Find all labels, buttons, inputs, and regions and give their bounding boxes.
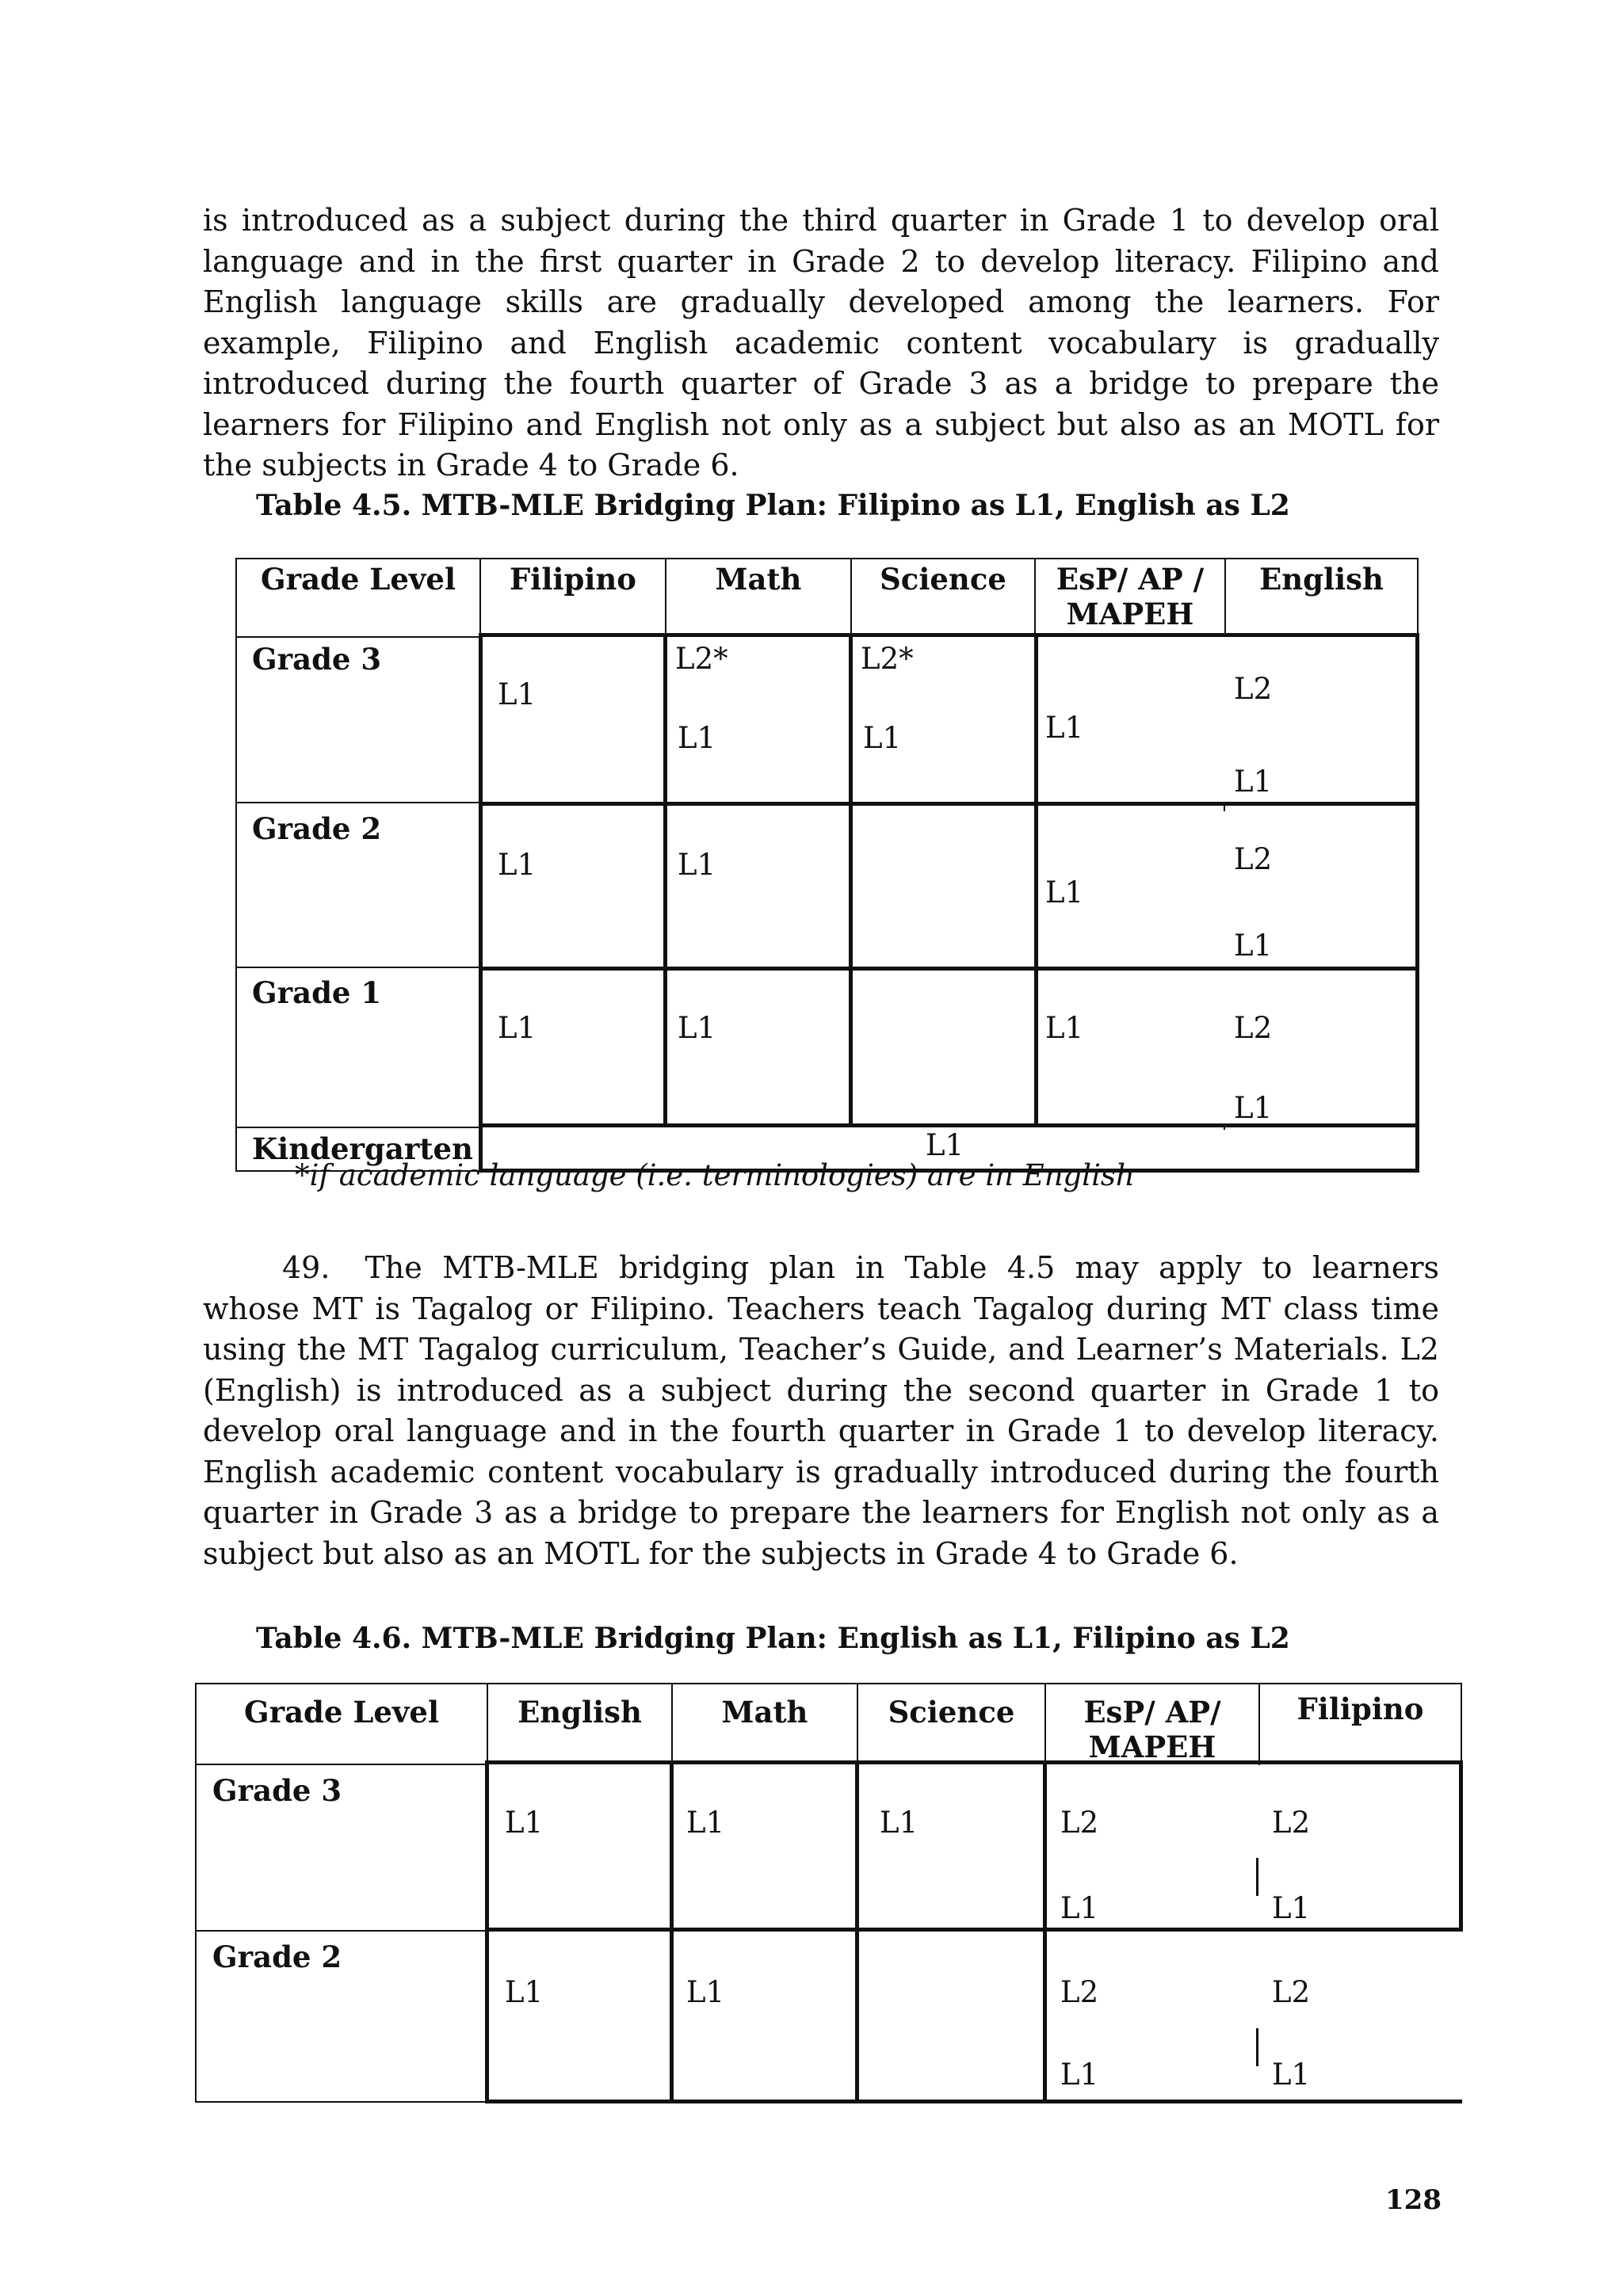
- cell-value: L1: [678, 848, 716, 882]
- header-math: Math: [715, 562, 802, 597]
- table-4-5-footnote: *if academic language (i.e. terminologies) are in English: [295, 1158, 1135, 1192]
- cell-value: L1: [505, 1975, 544, 2009]
- paragraph-49-text: The MTB-MLE bridging plan in Table 4.5 may apply to learners whose MT is Tagalog or Filipino. Teachers teach Tagalog during MT class time using the MT Tagalog curriculum, Teacher’s Guide, and Learner’s Materials. L2 (English) is introduced as a subject during the second quarter in Grade 1 to develop oral language and in the fourth quarter in Grade 1 to develop literacy. English academic content vocabulary is gradually introduced during the fourth quarter in Grade 3 as a bridge to prepare the learners for English not only as a subject but also as an MOTL for the subjects in Grade 4 to Grade 6.: [203, 1250, 1439, 1571]
- header-english: English: [517, 1695, 642, 1730]
- cell-value: L1: [1060, 2058, 1099, 2092]
- header-filipino: Filipino: [510, 562, 636, 597]
- cell-value: L1: [1045, 1011, 1084, 1045]
- cell-value: L1: [1272, 2058, 1311, 2092]
- cell-value: L1: [1234, 929, 1273, 963]
- cell-value: L1: [678, 721, 716, 755]
- header-grade-level: Grade Level: [260, 562, 456, 597]
- row-label-grade-2: Grade 2: [252, 811, 382, 846]
- cell-value: L1: [498, 1011, 537, 1045]
- cell-value: L1: [1045, 711, 1084, 745]
- table-4-5-caption: Table 4.5. MTB-MLE Bridging Plan: Filipino as L1, English as L2: [256, 489, 1290, 522]
- cell-value: L1: [686, 1975, 725, 2009]
- paragraph-49: [203, 1248, 1439, 1574]
- paragraph-number: 49.: [282, 1250, 330, 1285]
- header-grade-level: Grade Level: [243, 1695, 439, 1730]
- cell-value: L1: [498, 677, 537, 711]
- header-esp-ap-mapeh: EsP/ AP / MAPEH: [1056, 562, 1205, 631]
- row-label-grade-3: Grade 3: [252, 642, 382, 677]
- cell-value: L1: [678, 1011, 716, 1045]
- header-english: English: [1259, 562, 1384, 597]
- cell-value: L2*: [861, 642, 914, 676]
- cell-value: L1: [880, 1806, 918, 1840]
- header-science: Science: [880, 562, 1006, 597]
- cell-value: L2: [1060, 1806, 1099, 1840]
- header-math: Math: [721, 1695, 808, 1730]
- cell-value: L1: [863, 721, 902, 755]
- row-label-grade-3: Grade 3: [212, 1773, 342, 1808]
- cell-value: L1: [505, 1806, 544, 1840]
- cell-value: L2: [1272, 1806, 1311, 1840]
- cell-value: L1: [1272, 1891, 1311, 1925]
- cell-value: L2: [1234, 672, 1273, 706]
- row-label-grade-2: Grade 2: [212, 1939, 342, 1974]
- cell-value: L1: [1045, 875, 1084, 910]
- cell-value: L1: [926, 1128, 964, 1162]
- intro-paragraph: is introduced as a subject during the third quarter in Grade 1 to develop oral language and in the first quarter in Grade 2 to develop literacy. Filipino and English language skills are gradually developed among the learners. For example, Filipino and English academic content vocabulary is gradually introduced during the fourth quarter of Grade 3 as a bridge to prepare the learners for Filipino and English not only as a subject but also as an MOTL for the subjects in Grade 4 to Grade 6.: [203, 203, 1439, 482]
- table-4-6-caption: Table 4.6. MTB-MLE Bridging Plan: English as L1, Filipino as L2: [256, 1622, 1290, 1655]
- page-number: 128: [1385, 2184, 1442, 2216]
- cell-value: L1: [686, 1806, 725, 1840]
- cell-value: L2*: [675, 642, 728, 676]
- header-science: Science: [888, 1695, 1015, 1730]
- row-label-kindergarten: Kindergarten: [252, 1131, 473, 1166]
- cell-value: L2: [1272, 1975, 1311, 2009]
- cell-value: L1: [1234, 765, 1273, 799]
- cell-value: L2: [1234, 1011, 1273, 1045]
- header-esp-ap-mapeh: EsP/ AP/ MAPEH: [1083, 1695, 1221, 1764]
- cell-value: L1: [1060, 1891, 1099, 1925]
- header-filipino: Filipino: [1296, 1691, 1424, 1726]
- row-label-grade-1: Grade 1: [252, 975, 382, 1010]
- cell-value: L1: [1234, 1091, 1273, 1125]
- cell-value: L1: [498, 848, 537, 882]
- cell-value: L2: [1060, 1975, 1099, 2009]
- cell-value: L2: [1234, 842, 1273, 876]
